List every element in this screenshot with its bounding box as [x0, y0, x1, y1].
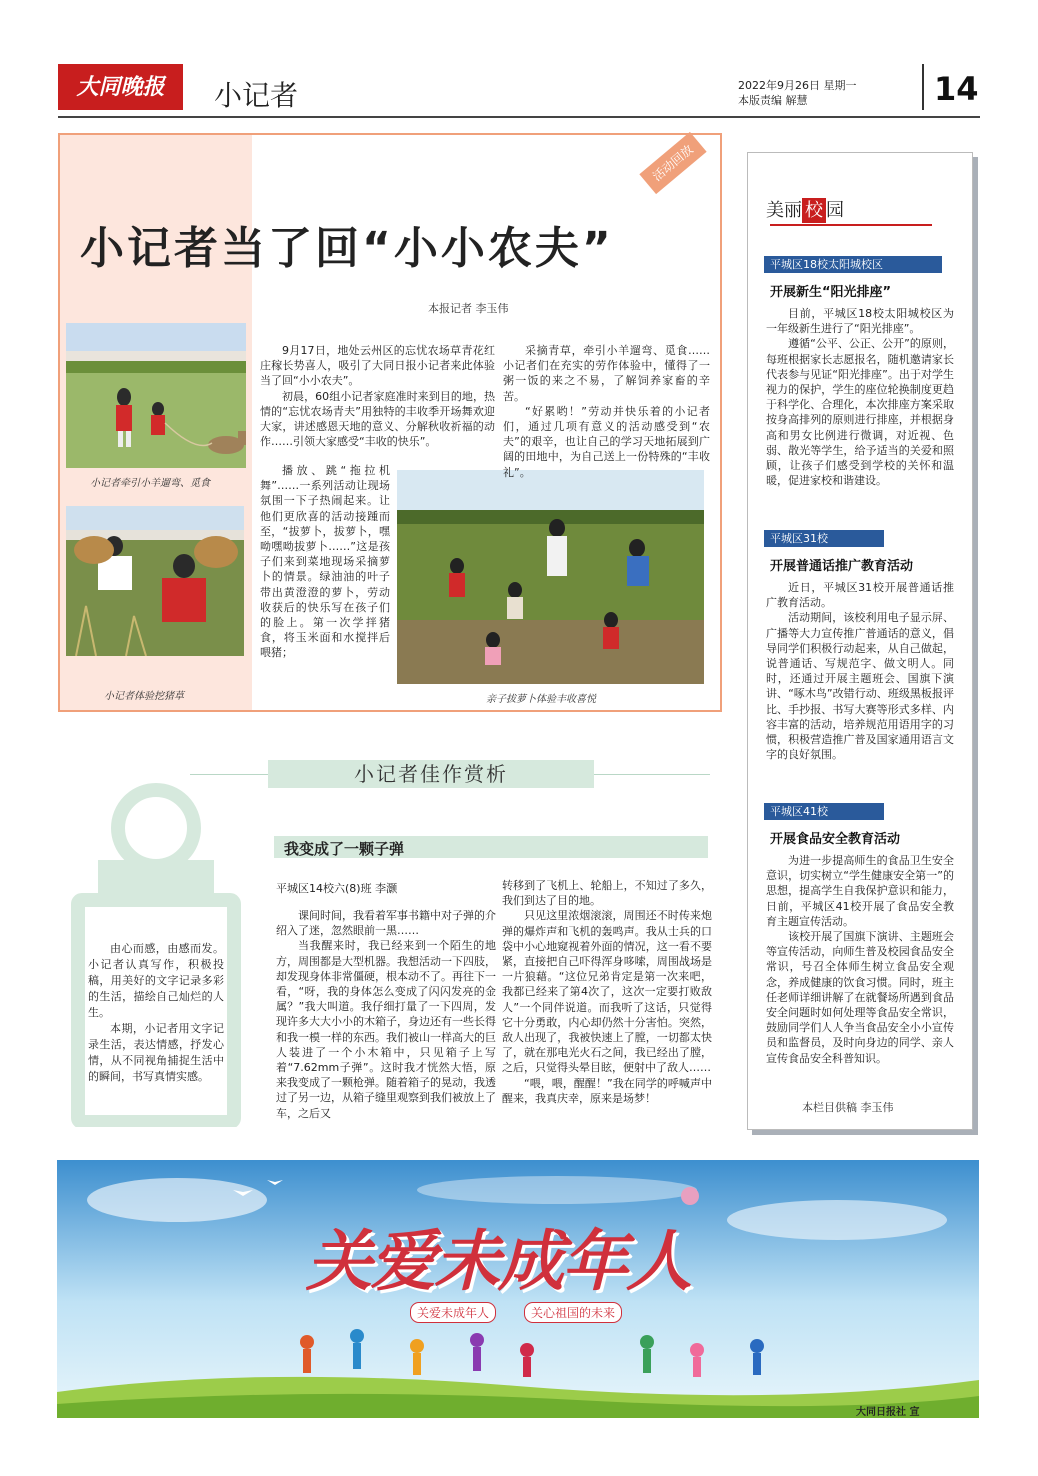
photo-kids-with-goat — [66, 323, 246, 468]
sidebar-title-left: 美丽 — [766, 200, 802, 221]
header-divider — [922, 64, 924, 110]
essay-text-col2 — [502, 878, 712, 1106]
feature-badge: 活动回放 — [639, 132, 706, 194]
news-headline-1: 开展新生“阳光排座” — [770, 285, 892, 300]
news-body-3 — [766, 853, 954, 1066]
news-tag-school-31: 平城区31校 — [764, 530, 884, 547]
sidebar-title — [766, 196, 844, 222]
news-paragraph: 活动期间，该校利用电子显示屏、广播等大力宣传推广普通话的意义，倡导同学们积极行动起来，从自己做起，说普通话、写规范字、做文明人。同时，还通过开展主题班会、国旗下演讲、“啄木鸟”改错行动、班级黑板报评比、手抄报、书写大赛等形式多样、内容丰富的活动，培养规范用语用字的习惯，积极营造推广普及国家通用语言文字的良好氛围。 — [766, 611, 954, 762]
header-rule — [58, 116, 980, 118]
feature-text-col1-narrow — [260, 463, 390, 661]
feature-byline: 本报记者 李玉伟 — [428, 302, 509, 315]
news-headline-2: 开展普通话推广教育活动 — [770, 559, 914, 574]
news-paragraph: 遵循“公平、公正、公开”的原则，每班根据家长志愿报名，随机邀请家长代表参与见证“阳光排座”。出于对学生视力的保护，学生的座位轮换制度更趋于科学化、合理化，本次排座方案采取按身高排列的原则进行排座，并根据身高和男女比例进行微调，对近视、色弱、散光等学生，给予适当的关爱和照顾，让孩子们感受到学校的关怀和温暖，促进家校和谐建设。 — [766, 337, 954, 488]
intro-paragraph: 本期，小记者用文字记录生活，表达情感，抒发心情，从不同视角捕捉生活中的瞬间，书写真情实感。 — [88, 1022, 224, 1083]
page-editors: 本版责编 解慧 — [738, 94, 808, 107]
photo-caption-2: 小记者体验挖猪草 — [104, 691, 184, 702]
feature-paragraph: 9月17日，地处云州区的忘忧农场草青花红庄稼长势喜人，吸引了大同日报小记者来此体验当了回“小小农夫”。 — [260, 344, 495, 388]
intro-paragraph: 由心而感，由感而发。小记者认真写作，积极投稿，用美好的文字记录多彩的生活，描绘自己灿烂的人生。 — [88, 942, 224, 1019]
news-paragraph: 为进一步提高师生的食品卫生安全意识，切实树立“学生健康安全第一”的思想，提高学生自我保护意识和能力，日前，平城区41校开展了食品安全教育主题宣传活动。 — [766, 854, 954, 928]
news-tag-school-18: 平城区18校太阳城校区 — [764, 256, 942, 273]
banner-slogan-2: 关心祖国的未来 — [524, 1302, 622, 1323]
sidebar-title-mid: 校 — [802, 198, 826, 223]
photo-kids-digging — [66, 506, 244, 656]
photo-caption-3: 亲子拔萝卜体验丰收喜悦 — [486, 694, 596, 705]
news-body-1 — [766, 306, 954, 488]
feature-text-col2 — [503, 343, 710, 480]
sidebar-title-rule — [770, 224, 932, 226]
issue-date: 2022年9月26日 星期一 — [738, 79, 857, 92]
news-body-2 — [766, 580, 954, 762]
banner-title: 关爱未成年人 — [306, 1222, 690, 1300]
photo-families-pulling-radishes — [397, 470, 704, 684]
banner-slogan-1: 关爱未成年人 — [410, 1302, 496, 1323]
collection-banner: 小记者佳作赏析 — [268, 760, 594, 788]
essay-title: 我变成了一颗子弹 — [284, 840, 405, 858]
header-meta — [738, 78, 857, 108]
essay-paragraph: “喂，喂，醒醒！”我在同学的呼喊声中醒来，我真庆幸，原来是场梦！ — [502, 1076, 712, 1105]
feature-paragraph: 播放、跳“拖拉机舞”……一系列活动让现场氛围一下子热闹起来。让他们更欣喜的活动接踵而至，“拔萝卜，拔萝卜，嘿呦嘿呦拔萝卜……”这是孩子们来到菜地现场采摘萝卜的情景。绿油油的叶子带出黄澄澄的萝卜，劳动收获后的快乐写在孩子们的脸上。第一次学拌猪食，将玉米面和水搅拌后喂猪； — [260, 464, 390, 660]
banner-credit: 大同日报社 宣 — [856, 1407, 920, 1418]
essay-paragraph: 当我醒来时，我已经来到一个陌生的地方，周围都是大型机器。我想活动一下四肢，却发现身体非常僵硬，根本动不了。再往下一看，“呀，我的身体怎么变成了闪闪发亮的金属？”我大叫道。我仔细打量了一下四周，发现许多大大小小的木箱子，身边还有一些长得和我一模一样的东西。我们被山一样高大的巨人装进了一个小木箱中，只见箱子上写着“7.62mm子弹”。这时我才恍然大悟，原来我变成了一颗枪弹。随着箱子的晃动，我透过了另一边，从箱子缝里观察到我们被放上了车，之后又 — [276, 939, 496, 1120]
news-headline-3: 开展食品安全教育活动 — [770, 832, 901, 847]
essay-paragraph: 转移到了飞机上、轮船上，不知过了多久，我们到达了目的地。 — [502, 879, 712, 908]
news-tag-school-41: 平城区41校 — [764, 803, 884, 820]
sidebar-credit: 本栏目供稿 李玉伟 — [802, 1101, 894, 1114]
feature-paragraph: 初晨，60组小记者家庭准时来到目的地，热情的“忘忧农场青夫”用独特的丰收季开场舞欢迎大家，讲述感恩天地的意义、分解秋收祈福的动作……引领大家感受“丰收的快乐”。 — [260, 389, 495, 449]
feature-headline: 小记者当了回“小小农夫” — [80, 223, 614, 274]
photo-caption-1: 小记者牵引小羊遛弯、觅食 — [90, 478, 210, 489]
feature-text-col1 — [260, 343, 495, 449]
news-paragraph: 近日，平城区31校开展普通话推广教育活动。 — [766, 581, 954, 610]
section-title: 小记者 — [214, 79, 299, 112]
newspaper-logo: 大同晚报 — [58, 64, 183, 110]
feature-paragraph: 采摘青草，牵引小羊遛弯、觅食……小记者们在充实的劳作体验中，懂得了一粥一饭的来之不易，了解饲养家畜的辛苦。 — [503, 344, 710, 403]
feature-paragraph: “好累哟！”劳动并快乐着的小记者们，通过几项有意义的活动感受到“农夫”的艰辛，也让自己的学习天地拓展到广阔的田地中，为自己送上一份特殊的“丰收礼”。 — [503, 404, 710, 479]
essay-paragraph: 只见这里浓烟滚滚，周围还不时传来炮弹的爆炸声和飞机的轰鸣声。我从士兵的口袋中小心地窥视着外面的情况，这一看不要紧，直接把自己吓得浑身哆嗦，周围战场是一片狼藉。“这位兄弟肯定是第一次来吧，我都已经来了第4次了，这次一定要打败敌人”一个同伴说道。而我听了这话，只觉得它十分勇敢，内心却仍然十分害怕。突然，敌人出现了，我被快速上了膛，一切都太快了，就在那电光火石之间，我已经出了膛，之后，只觉得头晕目眩，便射中了敌人…… — [502, 909, 712, 1075]
news-paragraph: 目前，平城区18校太阳城校区为一年级新生进行了“阳光排座”。 — [766, 307, 954, 336]
essay-author: 平城区14校六(8)班 李灏 — [276, 882, 398, 895]
sidebar-title-right: 园 — [826, 200, 844, 221]
essay-paragraph: 课间时间，我看着军事书籍中对子弹的介绍入了迷，忽然眼前一黑…… — [276, 909, 496, 938]
essay-text-col1 — [276, 908, 496, 1121]
collection-intro — [88, 941, 224, 1085]
news-paragraph: 该校开展了国旗下演讲、主题班会等宣传活动，向师生普及校园食品安全常识，号召全体师生树立食品安全观念，养成健康的饮食习惯。同时，班主任老师详细讲解了在就餐场所遇到食品安全问题时如何处理等食品安全常识，鼓励同学们人人争当食品安全小小宣传员和监督员，及时向身边的同学、亲人宣传食品安全科普知识。 — [766, 930, 954, 1065]
page-number: 14 — [934, 70, 979, 108]
